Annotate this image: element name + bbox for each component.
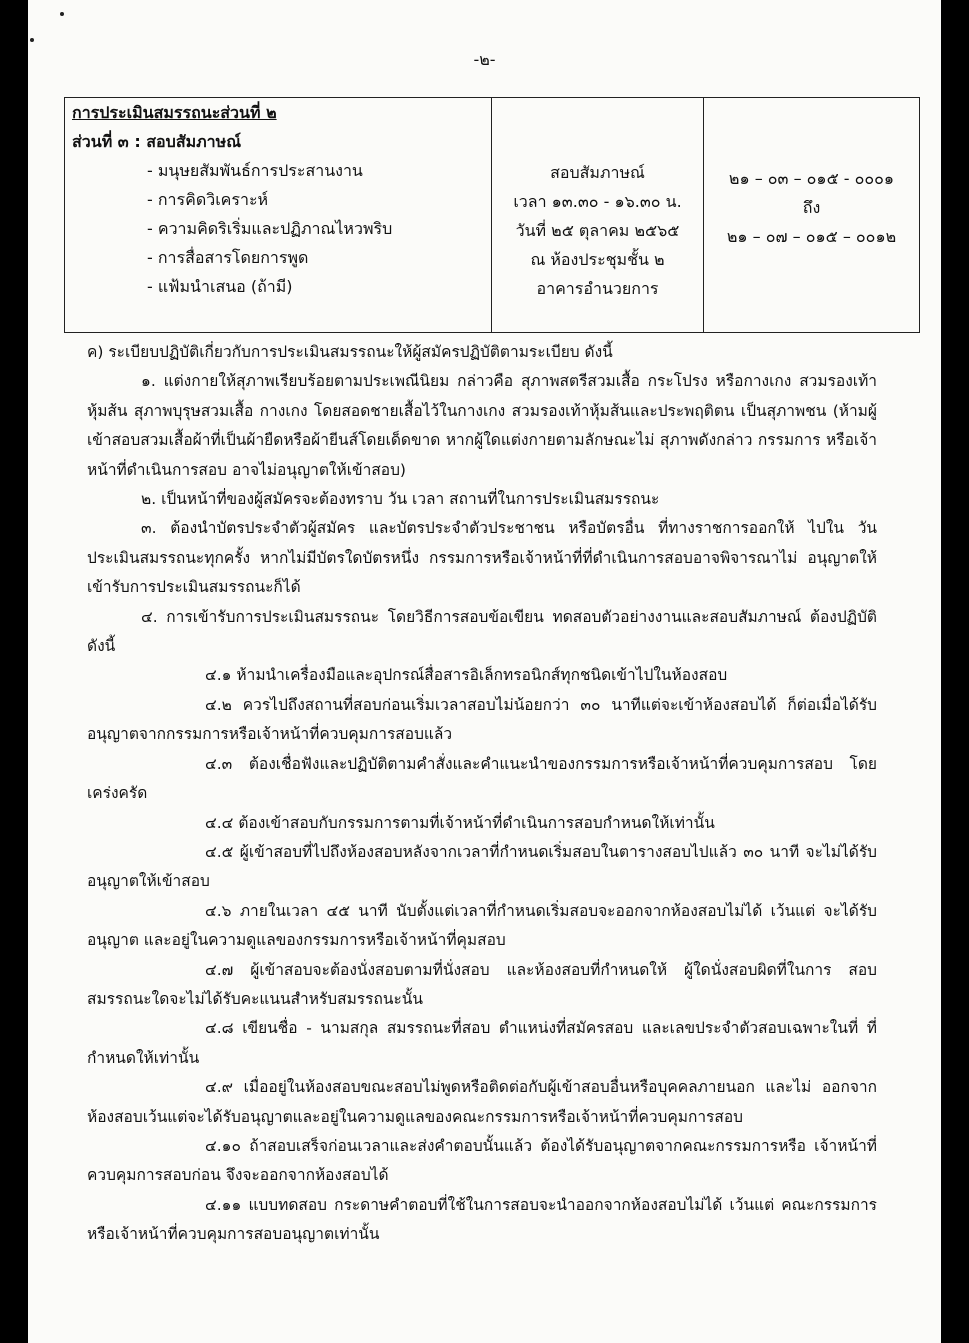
subrule-item: ๔.๘ เขียนชื่อ - นามสกุล สมรรถนะที่สอบ ตำแหน่งที่สมัครสอบ และเลขประจำตัวสอบเฉพาะในที่ ที่กำหนดให้เท่านั้น — [87, 1019, 877, 1067]
speck-mark — [30, 38, 34, 42]
id-range-start: ๒๑ – ๐๓ – ๐๑๕ - ๐๐๐๑ — [728, 169, 895, 188]
regulations-heading: ค) ระเบียบปฏิบัติเกี่ยวกับการประเมินสมรรถนะให้ผู้สมัครปฏิบัติตามระเบียบ ดังนี้ — [87, 343, 613, 361]
part-heading: ส่วนที่ ๓ : สอบสัมภาษณ์ — [72, 132, 242, 151]
subrule-item: ๔.๙ เมื่ออยู่ในห้องสอบขณะสอบไม่พูดหรือติดต่อกับผู้เข้าสอบอื่นหรือบุคคลภายนอก และไม่ ออกจากห้องสอบเว้นแต่จะได้รับอนุญาตและอยู่ในความดูแลของคณะกรรมการหรือเจ้าหน้าที่ควบคุมการสอบ — [87, 1078, 877, 1126]
subrule-item: ๔.๕ ผู้เข้าสอบที่ไปถึงห้องสอบหลังจากเวลาที่กำหนดเริ่มสอบในตารางสอบไปแล้ว ๓๐ นาที จะไม่ได้รับอนุญาตให้เข้าสอบ — [87, 842, 877, 891]
topic-item: - การสื่อสารโดยการพูด — [147, 248, 309, 267]
subrule-item: ๔.๒ ควรไปถึงสถานที่สอบก่อนเริ่มเวลาสอบไม่น้อยกว่า ๓๐ นาทีแต่จะเข้าห้องสอบได้ ก็ต่อเมื่อได้รับอนุญาตจากกรรมการหรือเจ้าหน้าที่ควบคุมการสอบแล้ว — [87, 695, 877, 744]
topic-item: - มนุษยสัมพันธ์การประสานงาน — [147, 161, 363, 180]
assessment-title: การประเมินสมรรถนะส่วนที่ ๒ — [72, 103, 277, 122]
schedule-line: เวลา ๑๓.๓๐ - ๑๖.๓๐ น. — [513, 192, 682, 211]
subrule-item: ๔.๔ ต้องเข้าสอบกับกรรมการตามที่เจ้าหน้าที่ดำเนินการสอบกำหนดให้เท่านั้น — [205, 813, 715, 832]
topic-item: - ความคิดริเริ่มและปฏิภาณไหวพริบ — [147, 219, 393, 238]
schedule-cell — [492, 98, 704, 333]
subrule-item: ๔.๑๐ ถ้าสอบเสร็จก่อนเวลาและส่งคำตอบนั้นแล้ว ต้องได้รับอนุญาตจากคณะกรรมการหรือ เจ้าหน้าที่ควบคุมการสอบก่อน จึงจะออกจากห้องสอบได้ — [87, 1136, 877, 1185]
subrule-item: ๔.๗ ผู้เข้าสอบจะต้องนั่งสอบตามที่นั่งสอบ และห้องสอบที่กำหนดให้ ผู้ใดนั่งสอบผิดที่ในการ สอบสมรรถนะใดจะไม่ได้รับคะแนนสำหรับสมรรถนะนั้น — [87, 960, 877, 1008]
schedule-line: วันที่ ๒๕ ตุลาคม ๒๕๖๕ — [515, 221, 680, 240]
schedule-line: ณ ห้องประชุมชั้น ๒ — [530, 250, 665, 269]
subrule-item: ๔.๑ ห้ามนำเครื่องมือและอุปกรณ์สื่อสารอิเล็กทรอนิกส์ทุกชนิดเข้าไปในห้องสอบ — [205, 666, 728, 685]
candidate-ids-cell — [704, 98, 920, 333]
schedule-line: อาคารอำนวยการ — [536, 279, 659, 298]
rule-item: ๒. เป็นหน้าที่ของผู้สมัครจะต้องทราบ วัน เวลา สถานที่ในการประเมินสมรรถนะ — [141, 490, 660, 509]
regulations-body — [87, 338, 877, 1250]
speck-mark — [60, 12, 64, 16]
document-page — [28, 0, 941, 1343]
subrule-item: ๔.๓ ต้องเชื่อฟังและปฏิบัติตามคำสั่งและคำแนะนำของกรรมการหรือเจ้าหน้าที่ควบคุมการสอบ โดยเคร่งครัด — [87, 754, 877, 803]
rule-item: ๑. แต่งกายให้สุภาพเรียบร้อยตามประเพณีนิยม กล่าวคือ สุภาพสตรีสวมเสื้อ กระโปรง หรือกางเกง สวมรองเท้าหุ้มส้น สุภาพบุรุษสวมเสื้อ กางเกง โดยสอดชายเสื้อไว้ในกางเกง สวมรองเท้าหุ้มส้นและประพฤติตน เป็นสุภาพชน (ห้ามผู้เข้าสอบสวมเสื้อผ้าที่เป็นผ้ายืดหรือผ้ายีนส์โดยเด็ดขาด หากผู้ใดแต่งกายตามลักษณะไม่ สุภาพดังกล่าว กรรมการ หรือเจ้าหน้าที่ดำเนินการสอบ อาจไม่อนุญาตให้เข้าสอบ) — [87, 372, 877, 479]
subrule-item: ๔.๑๑ แบบทดสอบ กระดาษคำตอบที่ใช้ในการสอบจะนำออกจากห้องสอบไม่ได้ เว้นแต่ คณะกรรมการหรือเจ้าหน้าที่ควบคุมการสอบอนุญาตเท่านั้น — [87, 1195, 877, 1244]
topic-item: - การคิดวิเคราะห์ — [147, 190, 269, 209]
subrule-item: ๔.๖ ภายในเวลา ๔๕ นาที นับตั้งแต่เวลาที่กำหนดเริ่มสอบจะออกจากห้องสอบไม่ได้ เว้นแต่ จะได้รับอนุญาต และอยู่ในความดูแลของกรรมการหรือเจ้าหน้าที่คุมสอบ — [87, 901, 877, 950]
topic-item: - แฟ้มนำเสนอ (ถ้ามี) — [147, 277, 293, 296]
rule-item: ๔. การเข้ารับการประเมินสมรรถนะ โดยวิธีการสอบข้อเขียน ทดสอบตัวอย่างงานและสอบสัมภาษณ์ ต้องปฏิบัติ ดังนี้ — [87, 607, 877, 656]
id-range-end: ๒๑ – ๐๗ – ๐๑๕ – ๐๐๑๒ — [726, 227, 897, 246]
assessment-topics-cell — [65, 98, 492, 333]
assessment-table — [64, 97, 920, 333]
id-range-separator: ถึง — [802, 198, 821, 217]
page-number: -๒- — [473, 50, 496, 69]
schedule-line: สอบสัมภาษณ์ — [550, 163, 645, 182]
rule-item: ๓. ต้องนำบัตรประจำตัวผู้สมัคร และบัตรประจำตัวประชาชน หรือบัตรอื่น ที่ทางราชการออกให้ ไปใน วันประเมินสมรรถนะทุกครั้ง หากไม่มีบัตรใดบัตรหนึ่ง กรรมการหรือเจ้าหน้าที่ที่ดำเนินการสอบอาจพิจารณาไม่ อนุญาตให้เข้ารับการประเมินสมรรถนะก็ได้ — [87, 519, 877, 597]
